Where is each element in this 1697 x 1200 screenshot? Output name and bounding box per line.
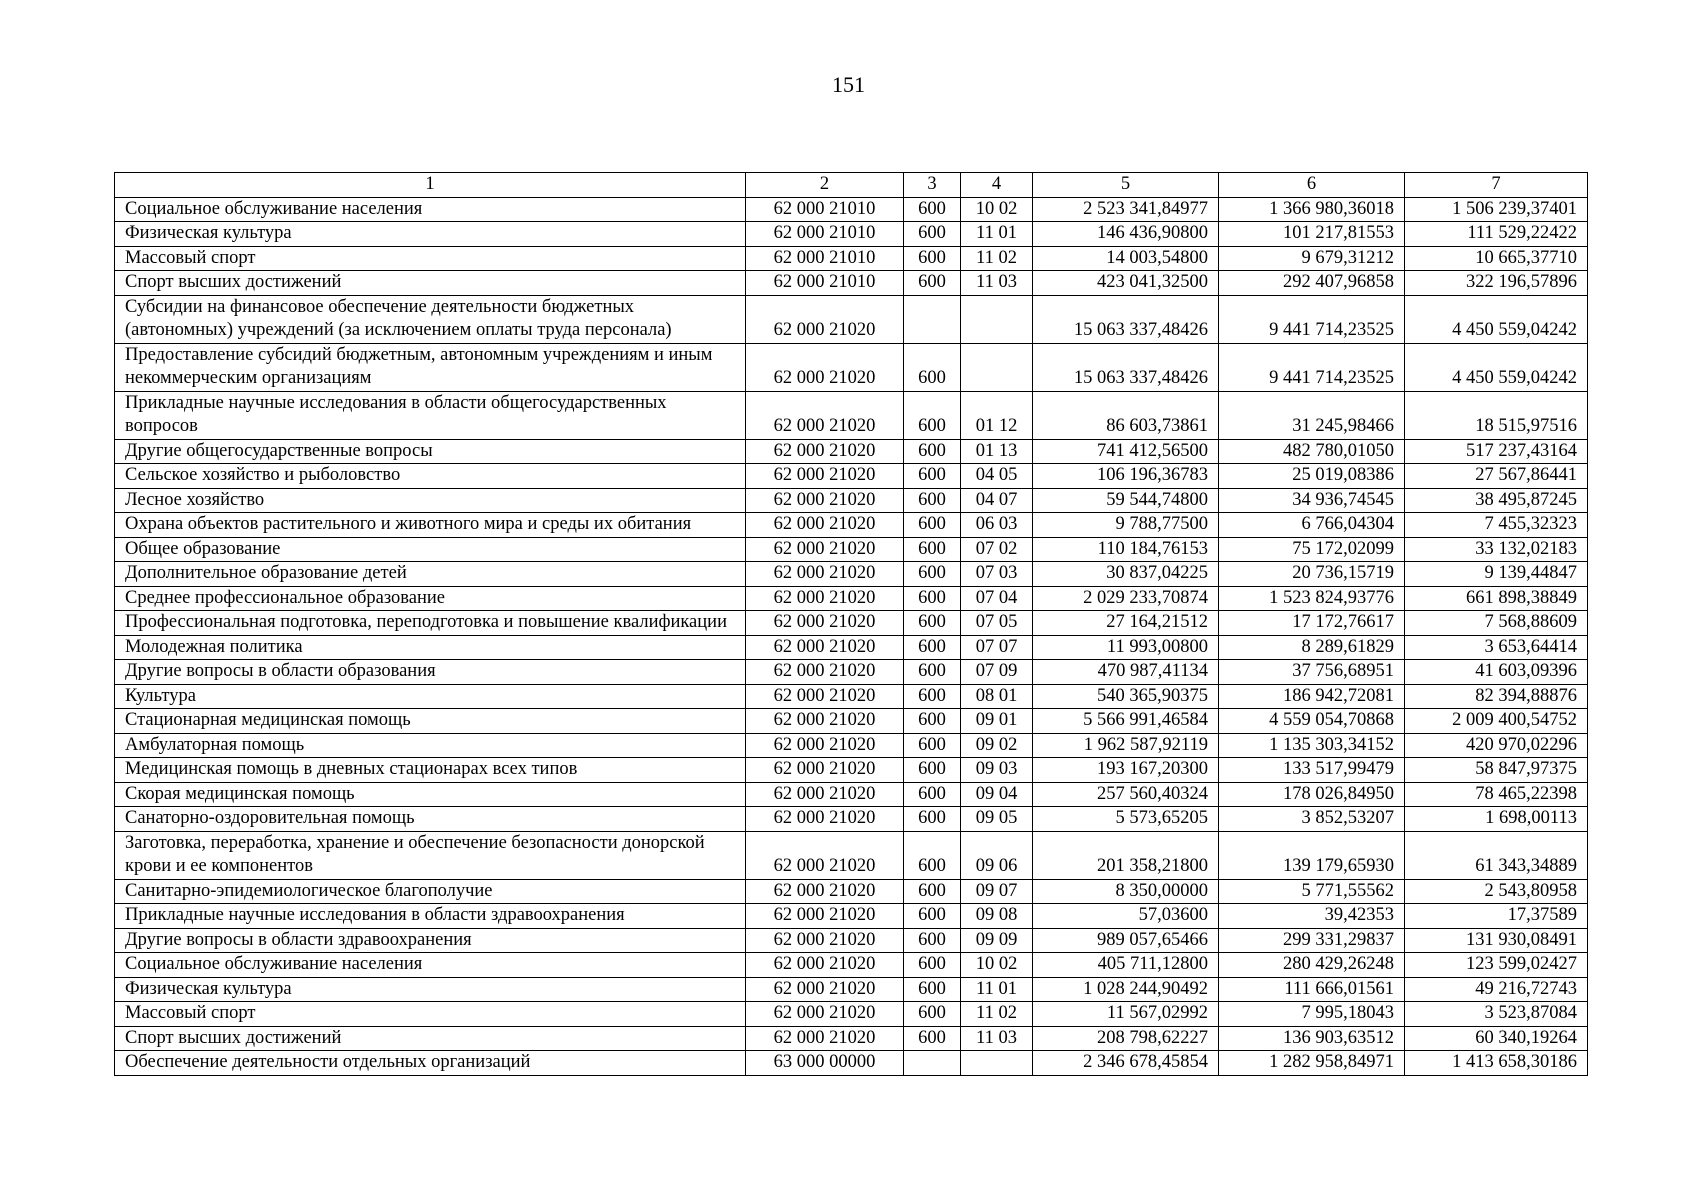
row-value-2-cell: 136 903,63512 [1219, 1026, 1405, 1051]
budget-table [114, 172, 1588, 1076]
row-csr-cell: 62 000 21010 [746, 222, 904, 247]
row-section-cell: 11 02 [961, 1002, 1033, 1027]
row-section-cell: 10 02 [961, 197, 1033, 222]
row-section-cell [961, 295, 1033, 343]
row-csr-cell: 62 000 21020 [746, 295, 904, 343]
table-row [115, 904, 1588, 929]
row-name-cell: Прикладные научные исследования в области здравоохранения [115, 904, 746, 929]
table-row [115, 586, 1588, 611]
row-name-cell: Физическая культура [115, 977, 746, 1002]
row-value-2-cell: 75 172,02099 [1219, 537, 1405, 562]
row-value-1-cell: 11 567,02992 [1033, 1002, 1219, 1027]
row-value-3-cell: 7 568,88609 [1405, 611, 1588, 636]
row-vr-cell: 600 [904, 928, 961, 953]
row-section-cell: 11 01 [961, 222, 1033, 247]
row-value-2-cell: 133 517,99479 [1219, 758, 1405, 783]
row-value-1-cell: 405 711,12800 [1033, 953, 1219, 978]
table-row [115, 953, 1588, 978]
row-vr-cell [904, 295, 961, 343]
row-value-2-cell: 1 523 824,93776 [1219, 586, 1405, 611]
column-header-name: 1 [115, 173, 746, 198]
row-section-cell: 09 01 [961, 709, 1033, 734]
row-csr-cell: 62 000 21020 [746, 782, 904, 807]
row-name-cell: Спорт высших достижений [115, 1026, 746, 1051]
row-section-cell: 09 05 [961, 807, 1033, 832]
row-name-cell: Среднее профессиональное образование [115, 586, 746, 611]
row-csr-cell: 62 000 21020 [746, 807, 904, 832]
row-value-2-cell: 20 736,15719 [1219, 562, 1405, 587]
table-row [115, 537, 1588, 562]
row-section-cell: 09 03 [961, 758, 1033, 783]
row-value-1-cell: 110 184,76153 [1033, 537, 1219, 562]
row-csr-cell: 62 000 21020 [746, 439, 904, 464]
row-value-2-cell: 39,42353 [1219, 904, 1405, 929]
row-value-2-cell: 186 942,72081 [1219, 684, 1405, 709]
row-csr-cell: 62 000 21020 [746, 953, 904, 978]
row-csr-cell: 62 000 21020 [746, 1002, 904, 1027]
row-vr-cell: 600 [904, 953, 961, 978]
row-value-3-cell: 17,37589 [1405, 904, 1588, 929]
row-csr-cell: 62 000 21020 [746, 928, 904, 953]
row-name-cell: Прикладные научные исследования в области общегосударственных вопросов [115, 391, 746, 439]
row-vr-cell: 600 [904, 879, 961, 904]
table-row [115, 513, 1588, 538]
row-value-2-cell: 4 559 054,70868 [1219, 709, 1405, 734]
table-row [115, 831, 1588, 879]
row-value-1-cell: 59 544,74800 [1033, 488, 1219, 513]
row-value-1-cell: 14 003,54800 [1033, 246, 1219, 271]
row-value-2-cell: 280 429,26248 [1219, 953, 1405, 978]
page-number: 151 [832, 72, 865, 97]
row-section-cell: 09 06 [961, 831, 1033, 879]
row-value-3-cell: 131 930,08491 [1405, 928, 1588, 953]
row-csr-cell: 62 000 21020 [746, 635, 904, 660]
row-section-cell: 04 05 [961, 464, 1033, 489]
row-value-2-cell: 5 771,55562 [1219, 879, 1405, 904]
row-section-cell: 10 02 [961, 953, 1033, 978]
row-value-2-cell: 34 936,74545 [1219, 488, 1405, 513]
row-vr-cell: 600 [904, 660, 961, 685]
column-header-value-3: 7 [1405, 173, 1588, 198]
row-section-cell: 06 03 [961, 513, 1033, 538]
row-value-2-cell: 37 756,68951 [1219, 660, 1405, 685]
row-value-2-cell: 9 441 714,23525 [1219, 343, 1405, 391]
table-row [115, 391, 1588, 439]
row-value-1-cell: 208 798,62227 [1033, 1026, 1219, 1051]
row-vr-cell: 600 [904, 586, 961, 611]
row-value-2-cell: 31 245,98466 [1219, 391, 1405, 439]
row-section-cell: 07 09 [961, 660, 1033, 685]
row-csr-cell: 62 000 21020 [746, 488, 904, 513]
row-value-1-cell: 1 028 244,90492 [1033, 977, 1219, 1002]
table-row [115, 807, 1588, 832]
row-value-1-cell: 5 573,65205 [1033, 807, 1219, 832]
row-value-3-cell: 60 340,19264 [1405, 1026, 1588, 1051]
row-name-cell: Культура [115, 684, 746, 709]
row-value-2-cell: 111 666,01561 [1219, 977, 1405, 1002]
row-csr-cell: 62 000 21020 [746, 611, 904, 636]
row-value-2-cell: 178 026,84950 [1219, 782, 1405, 807]
row-name-cell: Санаторно-оздоровительная помощь [115, 807, 746, 832]
row-csr-cell: 62 000 21020 [746, 831, 904, 879]
table-row [115, 464, 1588, 489]
row-value-3-cell: 1 413 658,30186 [1405, 1051, 1588, 1076]
row-name-cell: Субсидии на финансовое обеспечение деятельности бюджетных (автономных) учреждений (за исключением оплаты труда персонала) [115, 295, 746, 343]
row-name-cell: Амбулаторная помощь [115, 733, 746, 758]
row-name-cell: Дополнительное образование детей [115, 562, 746, 587]
row-csr-cell: 62 000 21020 [746, 733, 904, 758]
row-value-3-cell: 4 450 559,04242 [1405, 295, 1588, 343]
row-vr-cell: 600 [904, 807, 961, 832]
table-row [115, 1002, 1588, 1027]
row-vr-cell: 600 [904, 831, 961, 879]
row-name-cell: Социальное обслуживание населения [115, 197, 746, 222]
row-value-3-cell: 38 495,87245 [1405, 488, 1588, 513]
row-section-cell: 01 13 [961, 439, 1033, 464]
row-name-cell: Скорая медицинская помощь [115, 782, 746, 807]
row-value-3-cell: 41 603,09396 [1405, 660, 1588, 685]
row-value-1-cell: 106 196,36783 [1033, 464, 1219, 489]
row-value-3-cell: 7 455,32323 [1405, 513, 1588, 538]
row-name-cell: Массовый спорт [115, 1002, 746, 1027]
row-value-2-cell: 9 679,31212 [1219, 246, 1405, 271]
row-value-3-cell: 1 698,00113 [1405, 807, 1588, 832]
table-row [115, 782, 1588, 807]
row-csr-cell: 62 000 21020 [746, 660, 904, 685]
row-value-2-cell: 7 995,18043 [1219, 1002, 1405, 1027]
row-csr-cell: 62 000 21020 [746, 562, 904, 587]
row-value-1-cell: 15 063 337,48426 [1033, 343, 1219, 391]
row-section-cell: 09 04 [961, 782, 1033, 807]
row-value-1-cell: 201 358,21800 [1033, 831, 1219, 879]
row-value-1-cell: 8 350,00000 [1033, 879, 1219, 904]
row-value-3-cell: 27 567,86441 [1405, 464, 1588, 489]
row-value-3-cell: 78 465,22398 [1405, 782, 1588, 807]
row-section-cell: 09 09 [961, 928, 1033, 953]
row-vr-cell: 600 [904, 1026, 961, 1051]
row-value-2-cell: 299 331,29837 [1219, 928, 1405, 953]
table-row [115, 562, 1588, 587]
table-row [115, 222, 1588, 247]
row-section-cell: 11 03 [961, 1026, 1033, 1051]
row-value-3-cell: 2 009 400,54752 [1405, 709, 1588, 734]
row-vr-cell: 600 [904, 271, 961, 296]
row-csr-cell: 62 000 21020 [746, 709, 904, 734]
table-row [115, 733, 1588, 758]
row-value-3-cell: 10 665,37710 [1405, 246, 1588, 271]
row-value-3-cell: 1 506 239,37401 [1405, 197, 1588, 222]
row-value-1-cell: 989 057,65466 [1033, 928, 1219, 953]
row-section-cell: 07 07 [961, 635, 1033, 660]
row-value-3-cell: 4 450 559,04242 [1405, 343, 1588, 391]
row-vr-cell: 600 [904, 758, 961, 783]
row-csr-cell: 62 000 21020 [746, 904, 904, 929]
row-value-3-cell: 49 216,72743 [1405, 977, 1588, 1002]
row-section-cell: 07 05 [961, 611, 1033, 636]
row-value-3-cell: 661 898,38849 [1405, 586, 1588, 611]
table-row [115, 1026, 1588, 1051]
row-csr-cell: 62 000 21020 [746, 879, 904, 904]
row-value-2-cell: 1 366 980,36018 [1219, 197, 1405, 222]
row-name-cell: Другие общегосударственные вопросы [115, 439, 746, 464]
column-header-value-1: 5 [1033, 173, 1219, 198]
row-vr-cell: 600 [904, 222, 961, 247]
row-value-2-cell: 25 019,08386 [1219, 464, 1405, 489]
row-name-cell: Медицинская помощь в дневных стационарах всех типов [115, 758, 746, 783]
row-section-cell: 09 08 [961, 904, 1033, 929]
row-name-cell: Обеспечение деятельности отдельных организаций [115, 1051, 746, 1076]
table-header-row [115, 173, 1588, 198]
row-vr-cell: 600 [904, 439, 961, 464]
row-csr-cell: 62 000 21010 [746, 246, 904, 271]
row-csr-cell: 62 000 21020 [746, 1026, 904, 1051]
row-value-1-cell: 470 987,41134 [1033, 660, 1219, 685]
table-row [115, 343, 1588, 391]
row-vr-cell: 600 [904, 464, 961, 489]
row-vr-cell: 600 [904, 635, 961, 660]
row-value-2-cell: 482 780,01050 [1219, 439, 1405, 464]
row-name-cell: Заготовка, переработка, хранение и обеспечение безопасности донорской крови и ее компонентов [115, 831, 746, 879]
row-value-2-cell: 6 766,04304 [1219, 513, 1405, 538]
row-vr-cell: 600 [904, 782, 961, 807]
table-row [115, 928, 1588, 953]
row-section-cell: 11 03 [961, 271, 1033, 296]
row-vr-cell: 600 [904, 391, 961, 439]
table-row [115, 488, 1588, 513]
row-vr-cell: 600 [904, 562, 961, 587]
row-value-3-cell: 18 515,97516 [1405, 391, 1588, 439]
row-section-cell: 07 03 [961, 562, 1033, 587]
row-value-1-cell: 193 167,20300 [1033, 758, 1219, 783]
row-section-cell: 09 02 [961, 733, 1033, 758]
row-value-2-cell: 3 852,53207 [1219, 807, 1405, 832]
row-name-cell: Профессиональная подготовка, переподготовка и повышение квалификации [115, 611, 746, 636]
row-csr-cell: 62 000 21020 [746, 391, 904, 439]
row-value-3-cell: 82 394,88876 [1405, 684, 1588, 709]
row-value-1-cell: 540 365,90375 [1033, 684, 1219, 709]
row-vr-cell: 600 [904, 537, 961, 562]
row-value-1-cell: 423 041,32500 [1033, 271, 1219, 296]
row-name-cell: Стационарная медицинская помощь [115, 709, 746, 734]
row-value-2-cell: 101 217,81553 [1219, 222, 1405, 247]
row-name-cell: Социальное обслуживание населения [115, 953, 746, 978]
row-value-1-cell: 2 523 341,84977 [1033, 197, 1219, 222]
row-section-cell: 11 02 [961, 246, 1033, 271]
row-vr-cell: 600 [904, 488, 961, 513]
row-vr-cell: 600 [904, 904, 961, 929]
row-value-1-cell: 9 788,77500 [1033, 513, 1219, 538]
table-row [115, 709, 1588, 734]
row-value-3-cell: 3 653,64414 [1405, 635, 1588, 660]
row-csr-cell: 62 000 21020 [746, 977, 904, 1002]
row-section-cell: 07 02 [961, 537, 1033, 562]
row-name-cell: Охрана объектов растительного и животного мира и среды их обитания [115, 513, 746, 538]
row-name-cell: Массовый спорт [115, 246, 746, 271]
row-csr-cell: 62 000 21010 [746, 197, 904, 222]
table-row [115, 271, 1588, 296]
row-vr-cell: 600 [904, 343, 961, 391]
row-vr-cell: 600 [904, 246, 961, 271]
row-value-1-cell: 57,03600 [1033, 904, 1219, 929]
row-csr-cell: 62 000 21020 [746, 537, 904, 562]
row-value-2-cell: 1 135 303,34152 [1219, 733, 1405, 758]
row-csr-cell: 62 000 21020 [746, 464, 904, 489]
table-row [115, 879, 1588, 904]
row-value-1-cell: 30 837,04225 [1033, 562, 1219, 587]
row-value-1-cell: 146 436,90800 [1033, 222, 1219, 247]
row-value-1-cell: 11 993,00800 [1033, 635, 1219, 660]
row-name-cell: Физическая культура [115, 222, 746, 247]
row-value-1-cell: 2 346 678,45854 [1033, 1051, 1219, 1076]
row-value-1-cell: 1 962 587,92119 [1033, 733, 1219, 758]
row-section-cell: 08 01 [961, 684, 1033, 709]
row-name-cell: Лесное хозяйство [115, 488, 746, 513]
row-csr-cell: 63 000 00000 [746, 1051, 904, 1076]
row-value-1-cell: 27 164,21512 [1033, 611, 1219, 636]
row-value-3-cell: 322 196,57896 [1405, 271, 1588, 296]
row-csr-cell: 62 000 21020 [746, 586, 904, 611]
row-vr-cell: 600 [904, 1002, 961, 1027]
row-value-2-cell: 1 282 958,84971 [1219, 1051, 1405, 1076]
row-vr-cell: 600 [904, 977, 961, 1002]
column-header-csr: 2 [746, 173, 904, 198]
row-name-cell: Молодежная политика [115, 635, 746, 660]
row-section-cell: 07 04 [961, 586, 1033, 611]
row-name-cell: Предоставление субсидий бюджетным, автономным учреждениям и иным некоммерческим организациям [115, 343, 746, 391]
row-section-cell: 09 07 [961, 879, 1033, 904]
row-value-3-cell: 123 599,02427 [1405, 953, 1588, 978]
table-row [115, 439, 1588, 464]
table-row [115, 684, 1588, 709]
row-vr-cell: 600 [904, 197, 961, 222]
column-header-section: 4 [961, 173, 1033, 198]
column-header-value-2: 6 [1219, 173, 1405, 198]
row-section-cell [961, 343, 1033, 391]
row-csr-cell: 62 000 21010 [746, 271, 904, 296]
table-row [115, 246, 1588, 271]
row-value-1-cell: 86 603,73861 [1033, 391, 1219, 439]
row-value-1-cell: 2 029 233,70874 [1033, 586, 1219, 611]
table-row [115, 295, 1588, 343]
table-row [115, 611, 1588, 636]
row-csr-cell: 62 000 21020 [746, 513, 904, 538]
row-csr-cell: 62 000 21020 [746, 758, 904, 783]
row-section-cell: 04 07 [961, 488, 1033, 513]
row-value-3-cell: 33 132,02183 [1405, 537, 1588, 562]
row-value-3-cell: 3 523,87084 [1405, 1002, 1588, 1027]
row-value-1-cell: 5 566 991,46584 [1033, 709, 1219, 734]
table-row [115, 660, 1588, 685]
row-value-3-cell: 2 543,80958 [1405, 879, 1588, 904]
table-row [115, 1051, 1588, 1076]
row-value-3-cell: 420 970,02296 [1405, 733, 1588, 758]
row-value-2-cell: 139 179,65930 [1219, 831, 1405, 879]
row-vr-cell: 600 [904, 709, 961, 734]
row-value-2-cell: 9 441 714,23525 [1219, 295, 1405, 343]
table-row [115, 977, 1588, 1002]
row-name-cell: Санитарно-эпидемиологическое благополучие [115, 879, 746, 904]
row-value-3-cell: 517 237,43164 [1405, 439, 1588, 464]
row-value-1-cell: 741 412,56500 [1033, 439, 1219, 464]
row-vr-cell: 600 [904, 513, 961, 538]
row-csr-cell: 62 000 21020 [746, 684, 904, 709]
row-value-1-cell: 15 063 337,48426 [1033, 295, 1219, 343]
row-name-cell: Сельское хозяйство и рыболовство [115, 464, 746, 489]
table-row [115, 758, 1588, 783]
row-name-cell: Спорт высших достижений [115, 271, 746, 296]
row-vr-cell: 600 [904, 733, 961, 758]
row-vr-cell: 600 [904, 684, 961, 709]
table-row [115, 635, 1588, 660]
table-body [115, 197, 1588, 1075]
row-value-2-cell: 17 172,76617 [1219, 611, 1405, 636]
row-value-3-cell: 58 847,97375 [1405, 758, 1588, 783]
row-name-cell: Другие вопросы в области здравоохранения [115, 928, 746, 953]
row-name-cell: Другие вопросы в области образования [115, 660, 746, 685]
row-section-cell: 11 01 [961, 977, 1033, 1002]
row-section-cell: 01 12 [961, 391, 1033, 439]
row-value-3-cell: 111 529,22422 [1405, 222, 1588, 247]
row-name-cell: Общее образование [115, 537, 746, 562]
row-value-3-cell: 61 343,34889 [1405, 831, 1588, 879]
row-value-1-cell: 257 560,40324 [1033, 782, 1219, 807]
row-value-2-cell: 292 407,96858 [1219, 271, 1405, 296]
table-row [115, 197, 1588, 222]
column-header-vr: 3 [904, 173, 961, 198]
row-value-3-cell: 9 139,44847 [1405, 562, 1588, 587]
row-value-2-cell: 8 289,61829 [1219, 635, 1405, 660]
row-vr-cell [904, 1051, 961, 1076]
row-vr-cell: 600 [904, 611, 961, 636]
row-csr-cell: 62 000 21020 [746, 343, 904, 391]
row-section-cell [961, 1051, 1033, 1076]
